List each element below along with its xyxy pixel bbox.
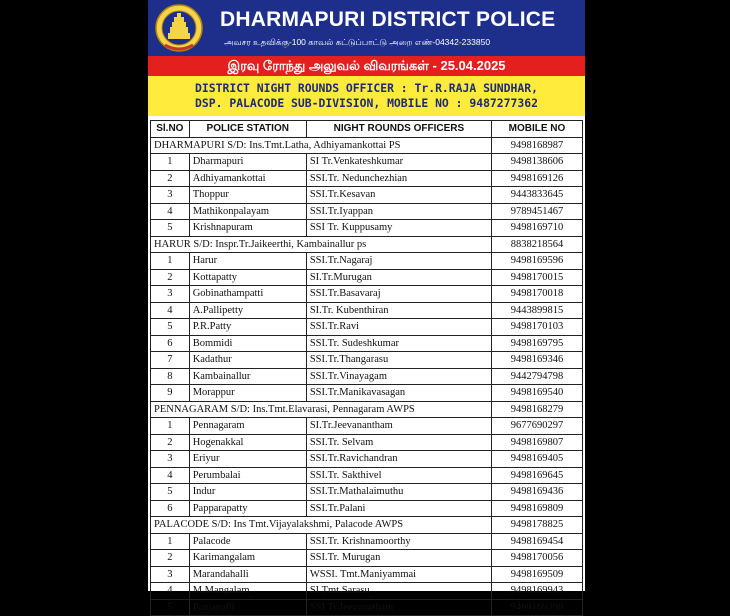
sl-number-cell: 9: [151, 385, 190, 402]
officer-cell: SI Tr.Venkateshkumar: [306, 154, 491, 171]
sl-number-cell: 1: [151, 418, 190, 435]
mobile-cell: 9498169540: [491, 385, 582, 402]
station-cell: Pennagaram: [189, 418, 306, 435]
station-cell: Papparapatty: [189, 500, 306, 517]
subdivision-row: [151, 137, 583, 154]
officer-cell: SSI Tr. Kuppusamy: [306, 220, 491, 237]
table-row: [151, 599, 583, 616]
sl-number-cell: 4: [151, 467, 190, 484]
sl-number-cell: 1: [151, 253, 190, 270]
station-cell: Kambainallur: [189, 368, 306, 385]
page-title: DHARMAPURI DISTRICT POLICE: [220, 8, 556, 31]
officer-cell: WSSI. Tmt.Maniyammai: [306, 566, 491, 583]
officer-cell: SSI.Tr. Sudeshkumar: [306, 335, 491, 352]
table-row: [151, 170, 583, 187]
officer-cell: SSI.Tr.Kesavan: [306, 187, 491, 204]
mobile-cell: 9498138606: [491, 154, 582, 171]
mobile-cell: 9789451467: [491, 203, 582, 220]
sl-number-cell: 2: [151, 269, 190, 286]
table-row: [151, 484, 583, 501]
sl-number-cell: 4: [151, 583, 190, 600]
column-header-slno: Sl.NO: [151, 121, 190, 138]
sl-number-cell: 2: [151, 550, 190, 567]
station-cell: Thoppur: [189, 187, 306, 204]
mobile-cell: 9498169509: [491, 566, 582, 583]
mobile-cell: 9498169454: [491, 533, 582, 550]
table-row: [151, 368, 583, 385]
officer-cell: SSI.Tr.Thangarasu: [306, 352, 491, 369]
table-row: [151, 566, 583, 583]
table-row: [151, 203, 583, 220]
station-cell: Perumbalai: [189, 467, 306, 484]
station-cell: Krishnapuram: [189, 220, 306, 237]
station-cell: P.R.Patty: [189, 319, 306, 336]
officer-cell: SSI.Tr.Iyappan: [306, 203, 491, 220]
subdivision-mobile: 9498168279: [491, 401, 582, 418]
mobile-cell: 9498170103: [491, 319, 582, 336]
table-row: [151, 220, 583, 237]
subdivision-mobile: 9498168987: [491, 137, 582, 154]
mobile-cell: 9498169795: [491, 335, 582, 352]
table-row: [151, 583, 583, 600]
table-body: [151, 137, 583, 616]
station-cell: Morappur: [189, 385, 306, 402]
sl-number-cell: 5: [151, 319, 190, 336]
mobile-cell: 9498169346: [491, 352, 582, 369]
sl-number-cell: 3: [151, 187, 190, 204]
sl-number-cell: 3: [151, 451, 190, 468]
table-row: [151, 269, 583, 286]
table-row: [151, 352, 583, 369]
table-row: [151, 302, 583, 319]
table-row: [151, 451, 583, 468]
officer-cell: SSI.Tr.Ravichandran: [306, 451, 491, 468]
mobile-cell: 9498169809: [491, 500, 582, 517]
mobile-cell: 9498169405: [491, 451, 582, 468]
subdivision-row: [151, 236, 583, 253]
mobile-cell: 9498169436: [491, 484, 582, 501]
station-cell: A.Pallipetty: [189, 302, 306, 319]
header-bar: [148, 0, 585, 56]
sl-number-cell: 1: [151, 154, 190, 171]
column-header-officers: NIGHT ROUNDS OFFICERS: [306, 121, 491, 138]
sl-number-cell: 4: [151, 302, 190, 319]
mobile-cell: 9498170056: [491, 550, 582, 567]
mobile-cell: 9498169596: [491, 253, 582, 270]
station-cell: Kottapatty: [189, 269, 306, 286]
station-cell: Dharmapuri: [189, 154, 306, 171]
table-row: [151, 385, 583, 402]
mobile-cell: 9443833645: [491, 187, 582, 204]
sl-number-cell: 2: [151, 170, 190, 187]
table-row: [151, 500, 583, 517]
control-room-line: அவசர உதவிக்கு-100 காவல் கட்டுப்பாட்டு அறை எண்-04342-233850: [224, 37, 491, 47]
subdivision-mobile: 8838218564: [491, 236, 582, 253]
officer-cell: SSI.Tr. Sakthivel: [306, 467, 491, 484]
subdivision-title: DHARMAPURI S/D: Ins.Tmt.Latha, Adhiyamankottai PS: [151, 137, 492, 154]
sl-number-cell: 3: [151, 566, 190, 583]
officer-cell: SSI.Tr.Vinayagam: [306, 368, 491, 385]
station-cell: Eriyur: [189, 451, 306, 468]
station-cell: Hogenakkal: [189, 434, 306, 451]
officer-cell: SSI Tr.Jeevanatham: [306, 599, 491, 616]
column-header-station: POLICE STATION: [189, 121, 306, 138]
table-row: [151, 319, 583, 336]
table-row: [151, 154, 583, 171]
mobile-cell: 9677690297: [491, 418, 582, 435]
column-header-mobile: MOBILE NO: [491, 121, 582, 138]
station-cell: M.Mangalam: [189, 583, 306, 600]
sl-number-cell: 2: [151, 434, 190, 451]
officer-cell: SI Tmt.Sarasu: [306, 583, 491, 600]
sl-number-cell: 6: [151, 335, 190, 352]
sl-number-cell: 5: [151, 599, 190, 616]
officer-cell: SSI.Tr. Nedunchezhian: [306, 170, 491, 187]
district-officer-line-2: DSP. PALACODE SUB-DIVISION, MOBILE NO : 9487277362: [195, 96, 538, 110]
district-officer-box: [148, 76, 585, 116]
sl-number-cell: 5: [151, 220, 190, 237]
station-cell: Indur: [189, 484, 306, 501]
sl-number-cell: 3: [151, 286, 190, 303]
station-cell: Karimangalam: [189, 550, 306, 567]
subdivision-row: [151, 401, 583, 418]
table-row: [151, 418, 583, 435]
sl-number-cell: 4: [151, 203, 190, 220]
subdivision-row: [151, 517, 583, 534]
mobile-cell: 9498170018: [491, 286, 582, 303]
sl-number-cell: 1: [151, 533, 190, 550]
officer-cell: SI.Tr.Murugan: [306, 269, 491, 286]
mobile-cell: 9498169710: [491, 220, 582, 237]
mobile-cell: 9498169645: [491, 467, 582, 484]
table-row: [151, 253, 583, 270]
table-header-row: [151, 121, 583, 138]
mobile-cell: 9498170015: [491, 269, 582, 286]
station-cell: Marandahalli: [189, 566, 306, 583]
station-cell: Mathikonpalayam: [189, 203, 306, 220]
night-rounds-table: [150, 120, 583, 616]
station-cell: Harur: [189, 253, 306, 270]
officer-cell: SSI.Tr. Krishnamoorthy: [306, 533, 491, 550]
table-row: [151, 467, 583, 484]
mobile-cell: 9498169126: [491, 170, 582, 187]
table-row: [151, 550, 583, 567]
sl-number-cell: 7: [151, 352, 190, 369]
officer-cell: SSI.Tr.Manikavasagan: [306, 385, 491, 402]
night-rounds-document: [148, 0, 585, 613]
station-cell: Bommidi: [189, 335, 306, 352]
table-row: [151, 434, 583, 451]
subdivision-title: HARUR S/D: Inspr.Tr.Jaikeerthi, Kambainallur ps: [151, 236, 492, 253]
station-cell: Kadathur: [189, 352, 306, 369]
sl-number-cell: 8: [151, 368, 190, 385]
mobile-cell: 9498169398: [491, 599, 582, 616]
district-officer-line-1: DISTRICT NIGHT ROUNDS OFFICER : Tr.R.RAJA SUNDHAR,: [195, 81, 538, 95]
sl-number-cell: 6: [151, 500, 190, 517]
tamilnadu-police-emblem-icon: [155, 3, 203, 53]
officer-cell: SSI.Tr.Nagaraj: [306, 253, 491, 270]
table-row: [151, 335, 583, 352]
mobile-cell: 9498169807: [491, 434, 582, 451]
table-row: [151, 286, 583, 303]
subdivision-mobile: 9498178825: [491, 517, 582, 534]
station-cell: Panjapalli: [189, 599, 306, 616]
officer-cell: SSI.Tr.Basavaraj: [306, 286, 491, 303]
date-banner: இரவு ரோந்து அலுவல் விவரங்கள் - 25.04.2025: [148, 56, 585, 76]
station-cell: Gobinathampatti: [189, 286, 306, 303]
officer-cell: SSI.Tr. Selvam: [306, 434, 491, 451]
mobile-cell: 9443899815: [491, 302, 582, 319]
officer-cell: SI.Tr. Kubenthiran: [306, 302, 491, 319]
table-row: [151, 533, 583, 550]
station-cell: Adhiyamankottai: [189, 170, 306, 187]
mobile-cell: 9498169943: [491, 583, 582, 600]
officer-cell: SI.Tr.Jeevanantham: [306, 418, 491, 435]
officer-cell: SSI.Tr.Palani: [306, 500, 491, 517]
subdivision-title: PENNAGARAM S/D: Ins.Tmt.Elavarasi, Pennagaram AWPS: [151, 401, 492, 418]
mobile-cell: 9442794798: [491, 368, 582, 385]
officer-cell: SSI.Tr. Murugan: [306, 550, 491, 567]
subdivision-title: PALACODE S/D: Ins Tmt.Vijayalakshmi, Palacode AWPS: [151, 517, 492, 534]
officer-cell: SSI.Tr.Mathalaimuthu: [306, 484, 491, 501]
sl-number-cell: 5: [151, 484, 190, 501]
officer-cell: SSI.Tr.Ravi: [306, 319, 491, 336]
station-cell: Palacode: [189, 533, 306, 550]
table-row: [151, 187, 583, 204]
